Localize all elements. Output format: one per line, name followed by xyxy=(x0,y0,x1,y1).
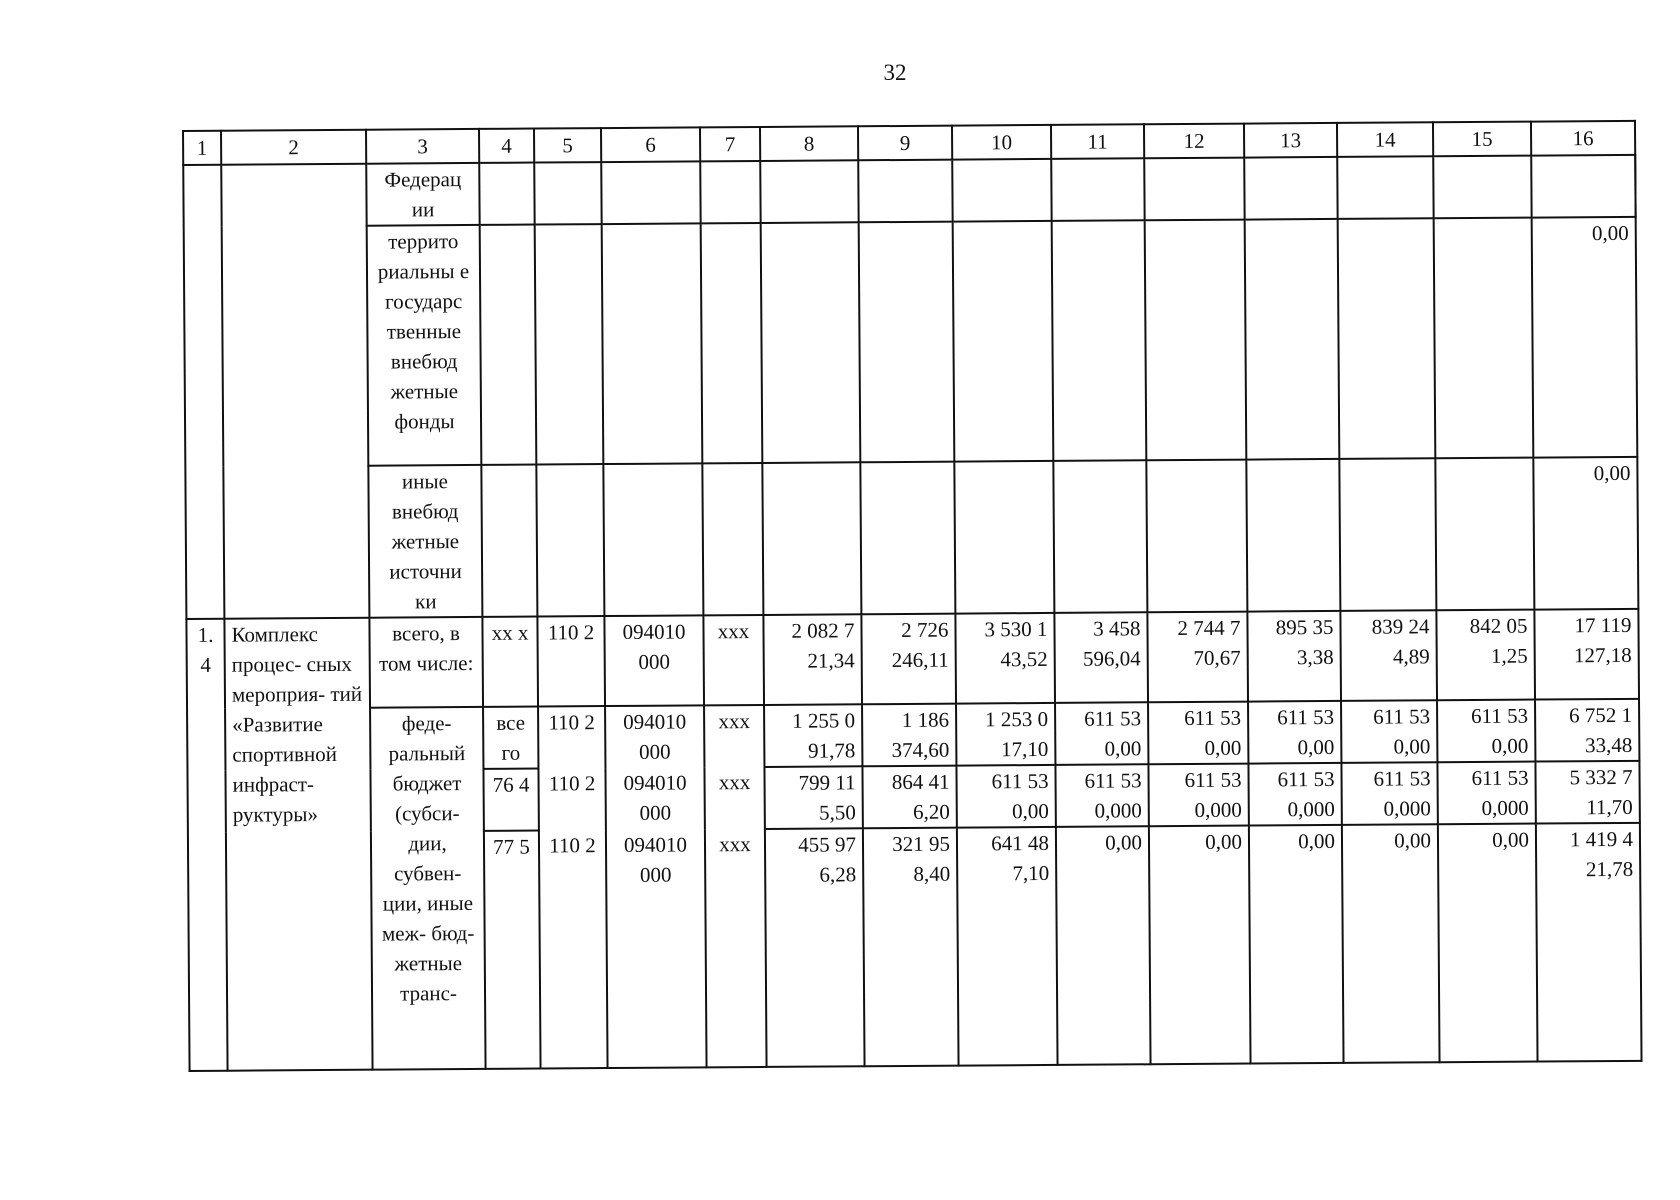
category-cell: феде- ральный бюджет (субси- дии, субвен- ции, иные меж- бюд- жетные транс- xyxy=(370,707,486,1070)
amount-cell: 611 53 0,00 xyxy=(1248,701,1341,764)
amount-cell: 0,00 xyxy=(1438,824,1538,1063)
empty-cell xyxy=(479,163,534,225)
empty-cell xyxy=(1144,158,1244,221)
empty-cell xyxy=(1339,458,1436,611)
total-cell: 0,00 xyxy=(1533,457,1638,610)
amount-cell: 1 419 4 21,78 xyxy=(1536,823,1642,1062)
amount-cell: 839 24 4,89 xyxy=(1340,610,1437,701)
amount-cell: 611 53 0,000 xyxy=(1148,764,1248,827)
cell: ххх xyxy=(704,767,764,829)
amount-cell: 611 53 0,00 xyxy=(1437,700,1535,763)
empty-cell xyxy=(1052,220,1147,461)
amount-cell: 842 05 1,25 xyxy=(1436,610,1535,701)
empty-cell xyxy=(1338,218,1436,459)
amount-cell: 611 53 0,00 xyxy=(1341,700,1437,763)
column-header: 9 xyxy=(858,126,952,161)
cell: 094010 000 xyxy=(605,705,704,768)
table-row-all xyxy=(186,609,1639,709)
empty-cell xyxy=(1434,218,1534,459)
category-cell: террито риальны е государс твенные внебюд жетные фонды xyxy=(367,225,482,466)
amount-cell: 17 119 127,18 xyxy=(1534,609,1639,700)
table-row-territorial xyxy=(184,217,1638,467)
column-header: 5 xyxy=(534,128,601,162)
empty-cell xyxy=(1051,158,1144,221)
section-number: 1. 4 xyxy=(186,619,227,1071)
empty-cell xyxy=(700,161,760,223)
column-header: 6 xyxy=(601,127,700,162)
empty-cell xyxy=(1435,458,1534,611)
category-cell: Федерац ии xyxy=(366,163,479,226)
amount-cell: 321 95 8,40 xyxy=(863,828,959,1067)
empty-cell xyxy=(952,159,1051,222)
cell: 110 2 xyxy=(539,830,608,1068)
empty-cell xyxy=(1053,460,1147,613)
empty-cell xyxy=(702,463,763,615)
section-name: Комплекс процес- сных мероприя- тий «Развитие спортивной инфраст- руктуры» xyxy=(224,618,372,1071)
column-header: 1 xyxy=(183,131,221,165)
empty-cell xyxy=(1145,220,1247,461)
cell: 094010 000 xyxy=(604,615,704,706)
table-row-other-sources xyxy=(185,457,1638,619)
cell: 110 2 xyxy=(538,768,605,830)
empty-cell xyxy=(534,162,601,224)
empty-cell xyxy=(601,161,700,224)
column-header: 14 xyxy=(1337,122,1433,157)
empty-cell xyxy=(761,222,861,463)
empty-cell xyxy=(953,221,1054,462)
amount-cell: 611 53 0,000 xyxy=(1437,762,1535,825)
cell: ххх xyxy=(705,829,767,1067)
column-header: 16 xyxy=(1531,121,1635,156)
cell: ххх xyxy=(703,615,764,705)
category-cell: всего, в том числе: xyxy=(369,617,483,708)
cell: 110 2 xyxy=(537,616,605,706)
empty-cell xyxy=(1146,460,1247,613)
cell: 110 2 xyxy=(538,706,605,768)
empty-cell xyxy=(481,465,537,617)
amount-cell: 611 53 0,000 xyxy=(1248,763,1341,826)
column-header: 15 xyxy=(1433,122,1531,157)
cell: 094010 000 xyxy=(605,767,704,830)
amount-cell: 1 186 374,60 xyxy=(862,704,956,767)
column-header: 12 xyxy=(1144,124,1244,159)
amount-cell: 6 752 1 33,48 xyxy=(1535,699,1639,762)
empty-cell xyxy=(1246,459,1340,612)
column-header: 8 xyxy=(760,126,858,161)
empty-cell xyxy=(860,462,955,615)
amount-cell: 455 97 6,28 xyxy=(765,828,865,1067)
amount-cell: 5 332 7 11,70 xyxy=(1535,761,1639,824)
amount-cell: 2 082 7 21,34 xyxy=(763,614,862,705)
empty-cell xyxy=(760,160,858,223)
amount-cell: 2 744 7 70,67 xyxy=(1147,612,1248,703)
cell: ххх xyxy=(704,705,764,767)
empty-cell xyxy=(1244,157,1337,220)
cell: 77 5 xyxy=(484,831,541,1069)
empty-cell xyxy=(221,164,369,619)
amount-cell: 611 53 0,000 xyxy=(1055,764,1148,827)
budget-table xyxy=(182,120,1643,1072)
empty-cell xyxy=(1531,155,1635,218)
empty-cell xyxy=(858,160,952,223)
amount-cell: 2 726 246,11 xyxy=(861,614,956,705)
empty-cell xyxy=(1245,219,1340,460)
empty-cell xyxy=(762,462,861,615)
cell: все го xyxy=(483,707,538,769)
amount-cell: 611 53 0,00 xyxy=(1148,702,1248,765)
total-cell: 0,00 xyxy=(1532,217,1638,458)
amount-cell: 1 255 0 91,78 xyxy=(764,704,862,767)
empty-cell xyxy=(1337,156,1433,219)
amount-cell: 641 48 7,10 xyxy=(957,827,1058,1066)
column-header: 3 xyxy=(366,129,479,164)
category-cell: иные внебюд жетные источни ки xyxy=(368,465,482,618)
empty-cell xyxy=(602,223,703,464)
empty-cell xyxy=(701,223,763,463)
amount-cell: 799 11 5,50 xyxy=(764,766,862,829)
page-number: 32 xyxy=(883,60,907,85)
cell: хх х xyxy=(482,617,538,707)
column-header: 10 xyxy=(952,125,1051,160)
amount-cell: 611 53 0,000 xyxy=(1341,762,1437,825)
amount-cell: 1 253 0 17,10 xyxy=(956,703,1055,766)
amount-cell: 895 35 3,38 xyxy=(1247,611,1341,702)
empty-cell xyxy=(183,165,224,619)
amount-cell: 3 530 1 43,52 xyxy=(955,613,1055,704)
empty-cell xyxy=(603,463,703,616)
amount-cell: 3 458 596,04 xyxy=(1054,612,1148,703)
column-header: 2 xyxy=(221,130,366,165)
empty-cell xyxy=(954,461,1054,614)
amount-cell: 611 53 0,00 xyxy=(1055,702,1148,765)
column-header: 13 xyxy=(1244,123,1337,158)
amount-cell: 0,00 xyxy=(1149,826,1251,1065)
empty-cell xyxy=(859,222,955,463)
amount-cell: 0,00 xyxy=(1056,826,1151,1065)
column-header: 7 xyxy=(700,127,760,161)
table-row-federal-total xyxy=(187,699,1639,771)
column-header: 11 xyxy=(1051,124,1144,159)
amount-cell: 864 41 6,20 xyxy=(862,766,956,829)
amount-cell: 611 53 0,00 xyxy=(956,765,1055,828)
table-row-federation xyxy=(183,155,1635,227)
cell: 094010 000 xyxy=(606,829,707,1068)
empty-cell xyxy=(1433,156,1531,219)
empty-cell xyxy=(536,464,604,616)
amount-cell: 0,00 xyxy=(1342,824,1440,1063)
empty-cell xyxy=(480,225,537,465)
cell: 76 4 xyxy=(483,769,538,831)
empty-cell xyxy=(535,224,604,464)
amount-cell: 0,00 xyxy=(1249,825,1344,1064)
column-header: 4 xyxy=(479,129,534,163)
